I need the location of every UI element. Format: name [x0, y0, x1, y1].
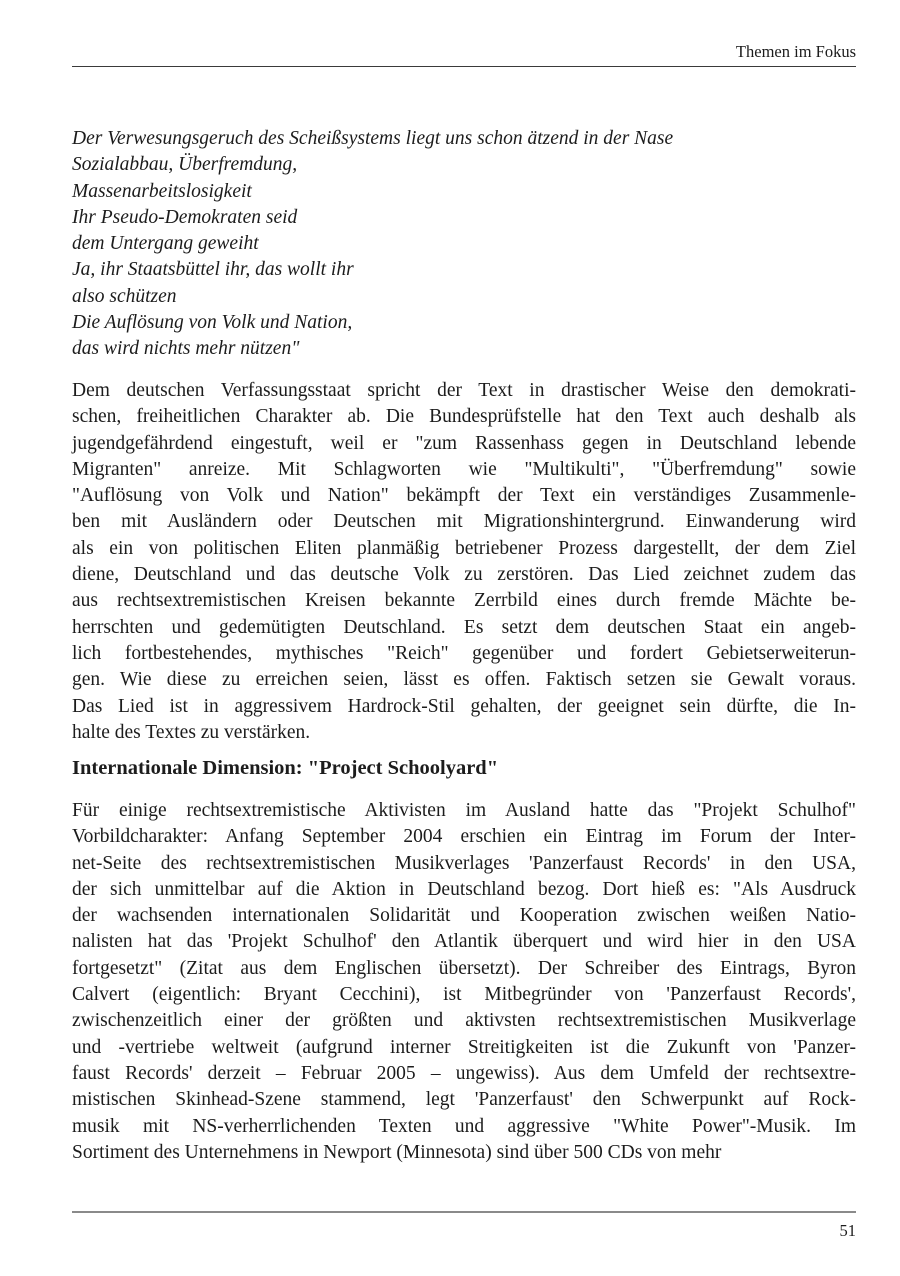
- header-rule: [72, 66, 856, 67]
- quote-line: Der Verwesungsgeruch des Scheißsystems liegt uns schon ätzend in der Nase: [72, 128, 674, 149]
- quote-line: dem Untergang geweiht: [72, 233, 259, 255]
- text-line: musik mit NS-verherrlichenden Texten und aggressive "White Power"-Musik. Im: [72, 1115, 856, 1137]
- quote-line: Ja, ihr Staatsbüttel ihr, das wollt ihr: [72, 259, 354, 281]
- text-line: Migranten" anreize. Mit Schlagworten wie "Multikulti", "Überfremdung" sowie: [72, 458, 856, 480]
- quote-line: Die Auflösung von Volk und Nation,: [72, 312, 353, 334]
- quote-line: Massenarbeitslosigkeit: [72, 180, 252, 202]
- text-line: der wachsenden internationalen Solidarität und Kooperation zwischen weißen Natio-: [72, 905, 856, 927]
- text-line: nalisten hat das 'Projekt Schulhof' den Atlantik überquert und wird hier in den USA: [72, 931, 856, 953]
- text-line: halte des Textes zu verstärken.: [72, 721, 311, 743]
- lyrics-quote-block: [72, 126, 856, 363]
- text-line: und -vertriebe weltweit (aufgrund interner Streitigkeiten ist die Zukunft von 'Panzer-: [72, 1036, 856, 1058]
- text-line: ben mit Ausländern oder Deutschen mit Migrationshintergrund. Einwanderung wird: [72, 511, 856, 533]
- text-line: lich fortbestehendes, mythisches "Reich" gegenüber und fordert Gebietserweiterun-: [72, 642, 856, 664]
- quote-line: also schützen: [72, 285, 177, 307]
- text-line: faust Records' derzeit – Februar 2005 – ungewiss). Aus dem Umfeld der rechtsextre-: [72, 1062, 856, 1084]
- text-line: diene, Deutschland und das deutsche Volk zu zerstören. Das Lied zeichnet zudem das: [72, 564, 856, 586]
- footer-rule: [72, 1211, 856, 1213]
- text-line: als ein von politischen Eliten planmäßig betriebener Prozess dargestellt, der dem Ziel: [72, 537, 856, 559]
- text-line: zwischenzeitlich einer der größten und aktivsten rechtsextremistischen Musikverlage: [72, 1010, 856, 1032]
- text-line: Calvert (eigentlich: Bryant Cecchini), ist Mitbegründer von 'Panzerfaust Records',: [72, 984, 856, 1006]
- text-line: der sich unmittelbar auf die Aktion in Deutschland bezog. Dort hieß es: "Als Ausdruck: [72, 878, 856, 900]
- text-line: Sortiment des Unternehmens in Newport (Minnesota) sind über 500 CDs von mehr: [72, 1141, 722, 1163]
- quote-line: Ihr Pseudo-Demokraten seid: [72, 206, 298, 228]
- text-line: aus rechtsextremistischen Kreisen bekannte Zerrbild eines durch fremde Mächte be-: [72, 590, 856, 612]
- text-line: Das Lied ist in aggressivem Hardrock-Stil gehalten, der geeignet sein dürfte, die In-: [72, 695, 856, 717]
- text-line: "Auflösung von Volk und Nation" bekämpft der Text ein verständiges Zusammenle-: [72, 485, 856, 507]
- quote-line: das wird nichts mehr nützen": [72, 338, 300, 360]
- paragraph-international-dimension: [72, 798, 856, 1166]
- text-line: Vorbildcharakter: Anfang September 2004 erschien ein Eintrag im Forum der Inter-: [72, 826, 856, 848]
- text-line: net-Seite des rechtsextremistischen Musikverlages 'Panzerfaust Records' in den USA,: [72, 852, 856, 874]
- quote-line: Sozialabbau, Überfremdung,: [72, 154, 298, 176]
- text-line: schen, freiheitlichen Charakter ab. Die Bundesprüfstelle hat den Text auch deshalb als: [72, 406, 856, 428]
- section-heading: Internationale Dimension: "Project Schoolyard": [72, 757, 499, 779]
- text-line: fortgesetzt" (Zitat aus dem Englischen übersetzt). Der Schreiber des Eintrags, Byron: [72, 957, 856, 979]
- page-number: 51: [839, 1221, 856, 1240]
- text-line: Für einige rechtsextremistische Aktivisten im Ausland hatte das "Projekt Schulhof": [72, 800, 856, 821]
- running-header: Themen im Fokus: [735, 42, 856, 61]
- text-line: gen. Wie diese zu erreichen seien, lässt es offen. Faktisch setzen sie Gewalt voraus.: [72, 669, 856, 691]
- paragraph-text-analysis: [72, 378, 856, 746]
- text-line: jugendgefährdend eingestuft, weil er "zum Rassenhass gegen in Deutschland lebende: [72, 432, 856, 454]
- text-line: Dem deutschen Verfassungsstaat spricht der Text in drastischer Weise den demokrati-: [72, 380, 856, 401]
- text-line: mistischen Skinhead-Szene stammend, legt 'Panzerfaust' den Schwerpunkt auf Rock-: [72, 1089, 856, 1111]
- text-line: herrschten und gedemütigten Deutschland. Es setzt dem deutschen Staat ein angeb-: [72, 616, 856, 638]
